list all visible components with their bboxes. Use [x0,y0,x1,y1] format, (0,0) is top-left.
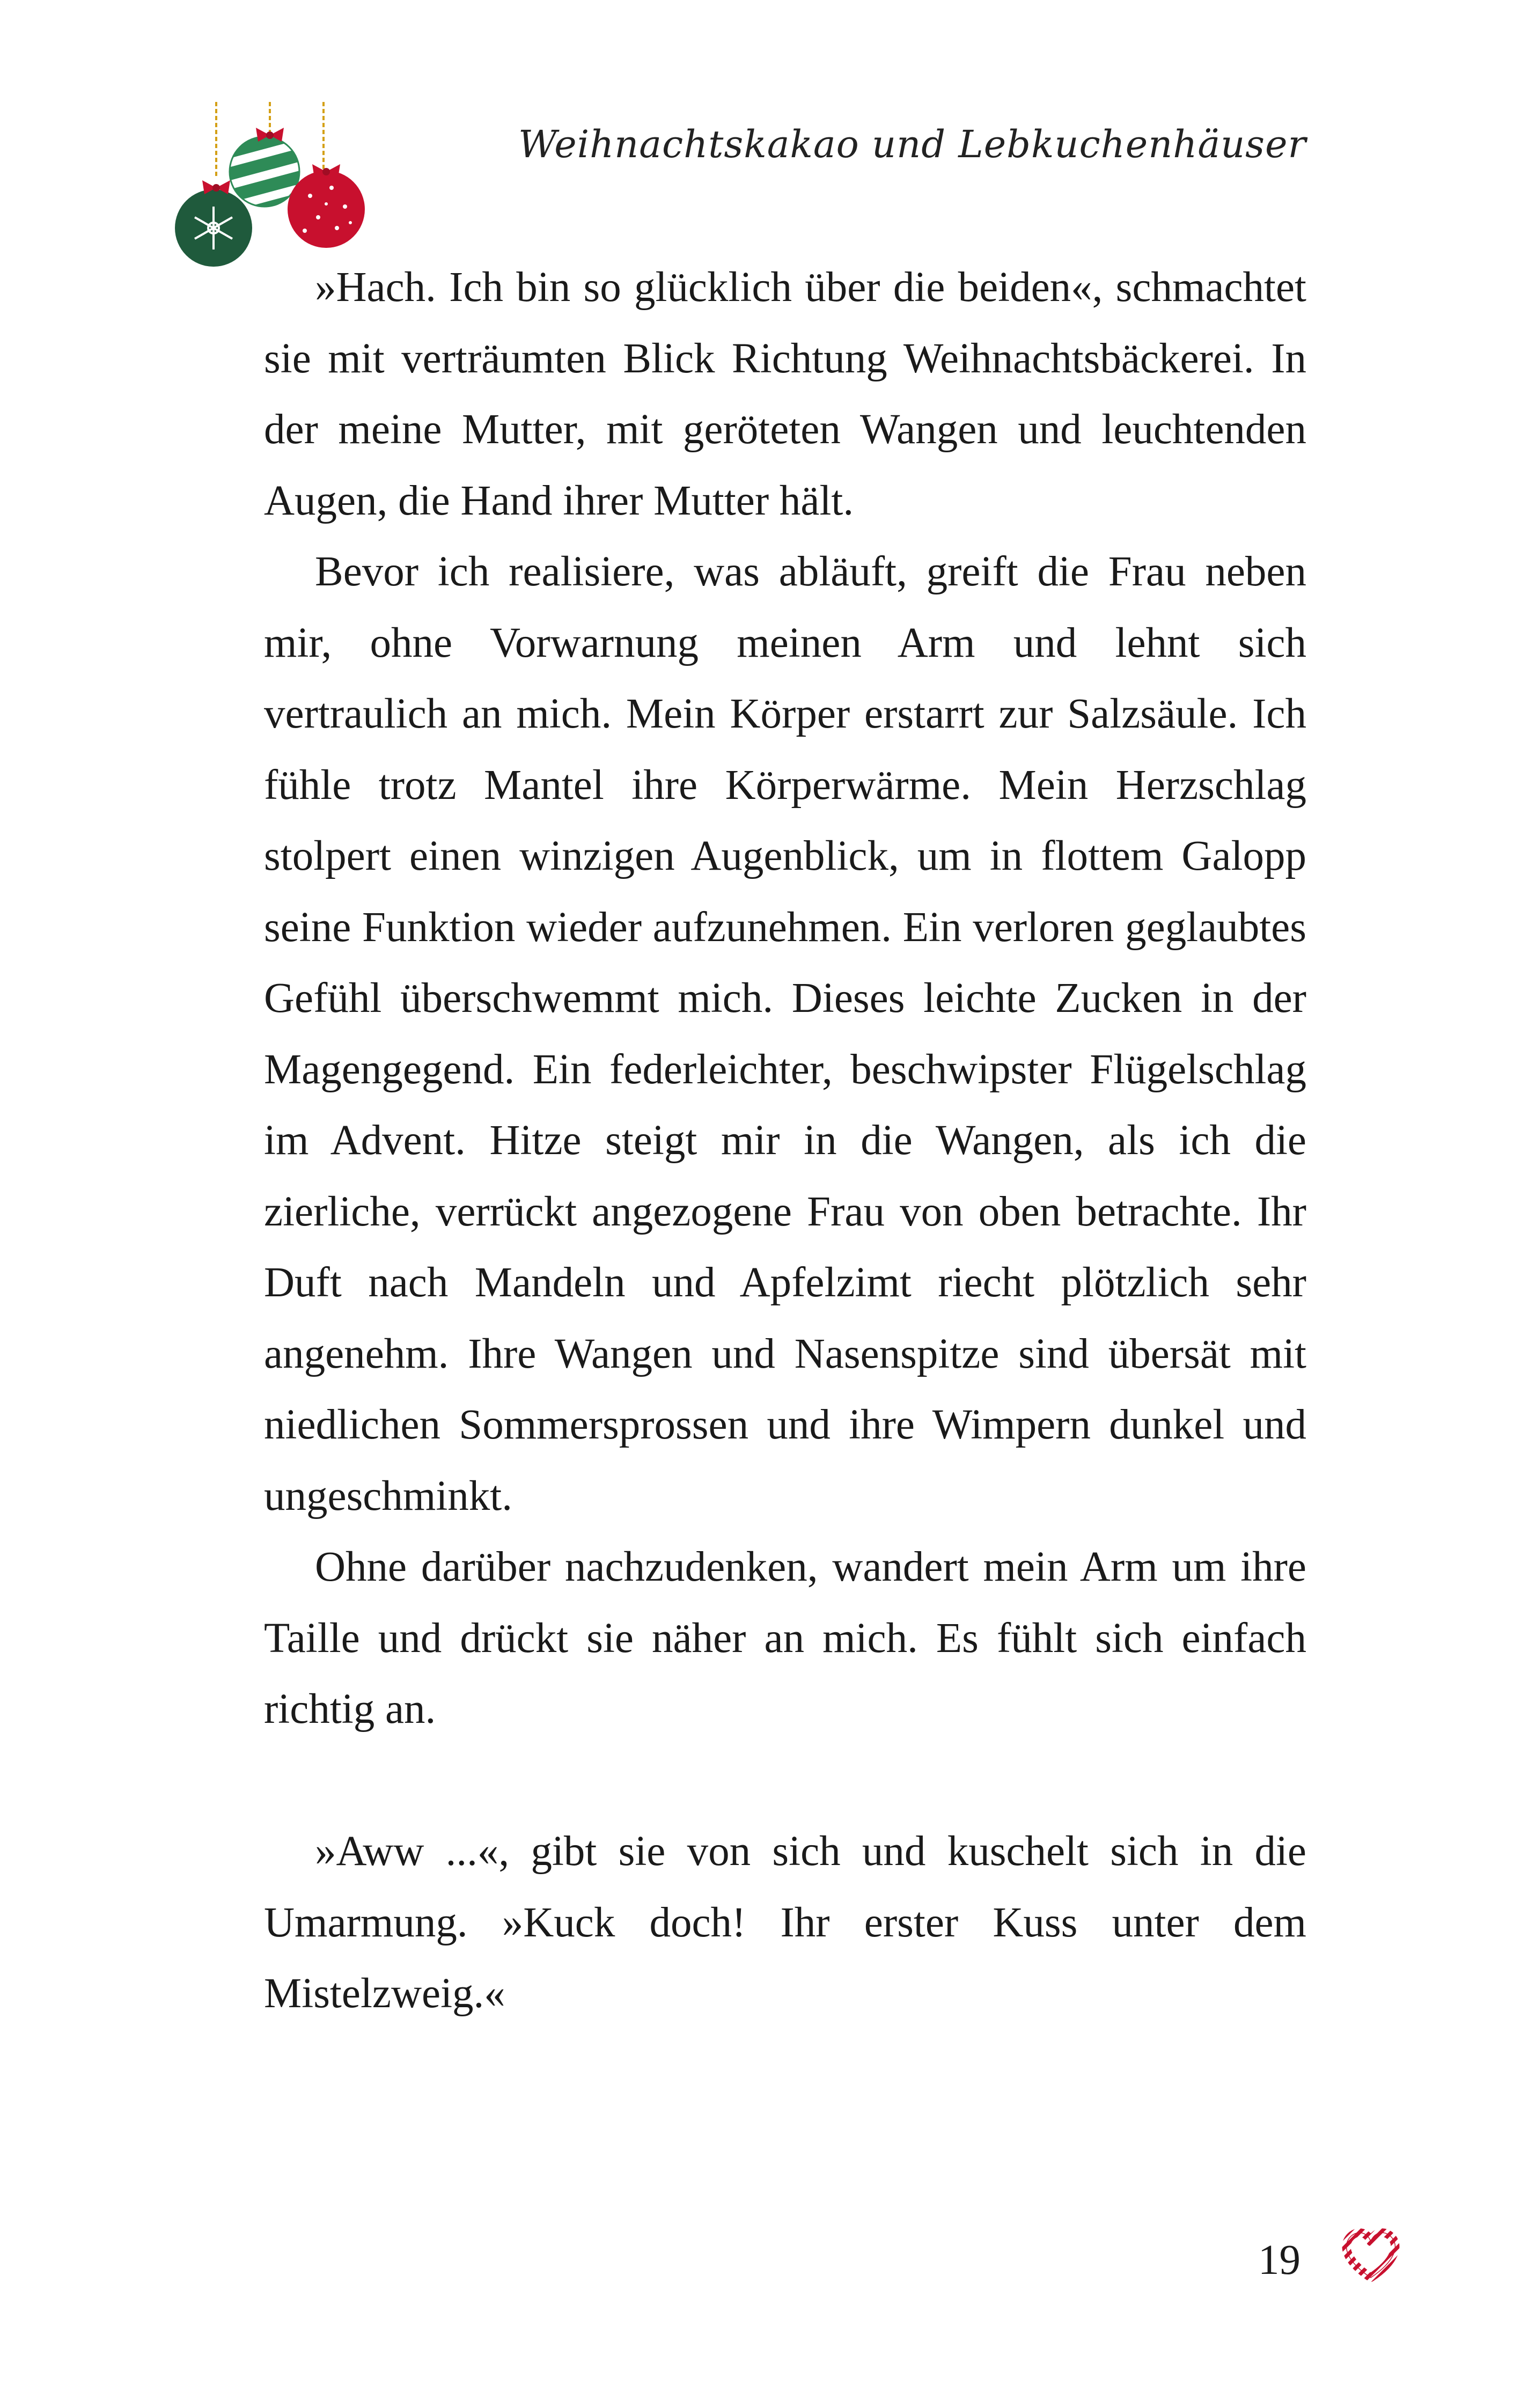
candy-cane-heart-icon [1341,2227,1400,2283]
body-text [264,252,1306,2030]
paragraph: »Hach. Ich bin so glücklich über die beiden«, schmachtet sie mit verträumten Blick Richtung Weihnachtsbäckerei. In der meine Mutter, mit geröteten Wangen und leuchtenden Augen, die Hand ihrer Mutter hält. [264,264,1306,524]
paragraph: Ohne darüber nachzudenken, wandert mein Arm um ihre Taille und drückt sie näher an mich. Es fühlt sich einfach richtig an. [264,1544,1306,1732]
christmas-ornaments-icon [171,102,374,274]
running-header: Weihnachtskakao und Lebkuchenhäuser [518,122,1306,166]
paragraph: »Aww ...«, gibt sie von sich und kuschelt sich in die Umarmung. »Kuck doch! Ihr erster Kuss unter dem Mistelzweig.« [264,1828,1306,2017]
paragraph: Bevor ich realisiere, was abläuft, greift die Frau neben mir, ohne Vorwarnung meinen Arm und lehnt sich vertraulich an mich. Mein Körper erstarrt zur Salzsäule. Ich fühle trotz Mantel ihre Körperwärme. Mein Herzschlag stolpert einen winzigen Augenblick, um in flottem Galopp seine Funktion wieder aufzunehmen. Ein verloren geglaubtes Gefühl überschwemmt mich. Dieses leichte Zucken in der Magengegend. Ein federleichter, beschwipster Flügelschlag im Advent. Hitze steigt mir in die Wangen, als ich die zierliche, verrückt angezogene Frau von oben betrachte. Ihr Duft nach Mandeln und Apfelzimt riecht plötzlich sehr angenehm. Ihre Wangen und Nasenspitze sind übersät mit niedlichen Sommersprossen und ihre Wimpern dunkel und ungeschminkt. [264,548,1306,1519]
page-number: 19 [1258,2237,1300,2284]
